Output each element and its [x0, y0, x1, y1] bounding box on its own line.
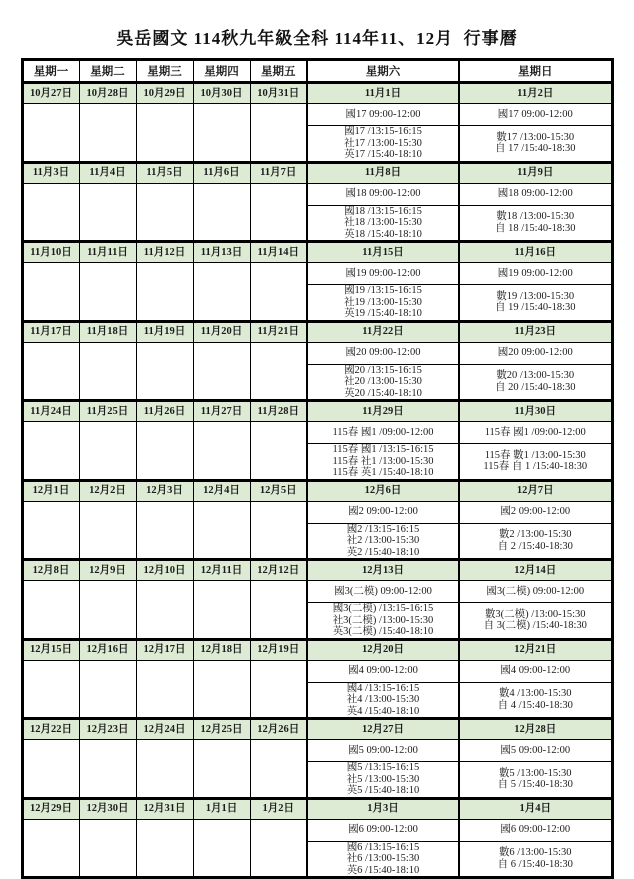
- saturday-morning-cell: 國4 09:00-12:00: [307, 660, 459, 682]
- week-date-row: [22, 480, 612, 501]
- date-cell: 10月31日: [250, 83, 307, 104]
- weekday-header-wed: 星期三: [136, 60, 193, 83]
- date-cell: 1月3日: [307, 798, 459, 819]
- week-morning-row: [22, 819, 612, 841]
- schedule-entry: 數17 /13:00-15:30: [496, 131, 575, 143]
- schedule-entry: 國2 /13:15-16:15: [346, 523, 420, 535]
- saturday-morning-cell: 國6 09:00-12:00: [307, 819, 459, 841]
- weekday-empty-cell: [250, 104, 307, 163]
- saturday-afternoon-cell: [307, 126, 459, 163]
- sunday-afternoon-cell: [459, 285, 612, 322]
- schedule-entry: 國19 /13:15-16:15: [344, 285, 422, 296]
- weekday-empty-cell: [79, 342, 136, 401]
- schedule-entry: 自 20 /15:40-18:30: [495, 381, 576, 393]
- schedule-entry: 115春 英1 /15:40-18:10: [332, 467, 434, 478]
- weekday-empty-cell: [250, 183, 307, 242]
- date-cell: 10月30日: [193, 83, 250, 104]
- week-date-row: [22, 83, 612, 104]
- weekday-empty-cell: [193, 660, 250, 719]
- date-cell: 11月27日: [193, 401, 250, 422]
- weekday-empty-cell: [250, 422, 307, 481]
- weekday-empty-cell: [250, 581, 307, 640]
- date-cell: 11月30日: [459, 401, 612, 422]
- weekday-empty-cell: [79, 819, 136, 878]
- date-cell: 10月27日: [22, 83, 79, 104]
- weekday-empty-cell: [250, 740, 307, 799]
- weekday-empty-cell: [250, 342, 307, 401]
- week-morning-row: [22, 501, 612, 523]
- schedule-entry: 數19 /13:00-15:30: [496, 290, 575, 302]
- weekday-empty-cell: [193, 819, 250, 878]
- date-cell: 11月12日: [136, 242, 193, 263]
- saturday-morning-cell: 國17 09:00-12:00: [307, 104, 459, 126]
- date-cell: 11月19日: [136, 321, 193, 342]
- date-cell: 12月6日: [307, 480, 459, 501]
- weekday-empty-cell: [79, 104, 136, 163]
- date-cell: 12月23日: [79, 719, 136, 740]
- saturday-morning-cell: 國20 09:00-12:00: [307, 342, 459, 364]
- schedule-entry: 自 4 /15:40-18:30: [497, 699, 573, 711]
- week-morning-row: [22, 660, 612, 682]
- sunday-morning-cell: 國4 09:00-12:00: [459, 660, 612, 682]
- weekday-empty-cell: [250, 660, 307, 719]
- date-cell: 12月20日: [307, 639, 459, 660]
- sunday-afternoon-cell: [459, 841, 612, 878]
- schedule-entry: 自 5 /15:40-18:30: [497, 779, 573, 791]
- weekday-empty-cell: [136, 342, 193, 401]
- weekday-empty-cell: [193, 740, 250, 799]
- schedule-entry: 社2 /13:00-15:30: [346, 535, 420, 546]
- weekday-header-row: [22, 60, 612, 83]
- weekday-empty-cell: [193, 581, 250, 640]
- schedule-entry: 社5 /13:00-15:30: [346, 773, 420, 785]
- weekday-header-sat: 星期六: [307, 60, 459, 83]
- date-cell: 11月9日: [459, 162, 612, 183]
- weekday-empty-cell: [136, 501, 193, 560]
- date-cell: 12月13日: [307, 560, 459, 581]
- schedule-entry: 數5 /13:00-15:30: [498, 767, 572, 779]
- weekday-empty-cell: [193, 263, 250, 322]
- date-cell: 11月22日: [307, 321, 459, 342]
- schedule-entry: 數2 /13:00-15:30: [498, 529, 572, 541]
- date-cell: 11月7日: [250, 162, 307, 183]
- sunday-afternoon-cell: [459, 523, 612, 560]
- weekday-empty-cell: [136, 660, 193, 719]
- date-cell: 12月12日: [250, 560, 307, 581]
- saturday-afternoon-cell: [307, 841, 459, 878]
- weekday-empty-cell: [79, 183, 136, 242]
- date-cell: 11月3日: [22, 162, 79, 183]
- date-cell: 12月16日: [79, 639, 136, 660]
- sunday-afternoon-cell: [459, 762, 612, 799]
- page-title: 吳岳國文 114秋九年級全科 114年11、12月 行事曆: [116, 29, 518, 48]
- weekday-empty-cell: [136, 422, 193, 481]
- schedule-entry: 數6 /13:00-15:30: [498, 847, 572, 859]
- date-cell: 11月24日: [22, 401, 79, 422]
- date-cell: 12月9日: [79, 560, 136, 581]
- date-cell: 12月29日: [22, 798, 79, 819]
- schedule-entry: 數3(二模) /13:00-15:30: [484, 608, 586, 620]
- date-cell: 12月25日: [193, 719, 250, 740]
- date-cell: 12月31日: [136, 798, 193, 819]
- saturday-afternoon-cell: [307, 523, 459, 560]
- schedule-entry: 國3(二模) /13:15-16:15: [332, 603, 434, 614]
- date-cell: 12月27日: [307, 719, 459, 740]
- date-cell: 12月11日: [193, 560, 250, 581]
- weekday-empty-cell: [136, 740, 193, 799]
- weekday-empty-cell: [193, 342, 250, 401]
- schedule-entry: 自 2 /15:40-18:30: [497, 540, 573, 552]
- date-cell: 11月16日: [459, 242, 612, 263]
- sunday-morning-cell: 國2 09:00-12:00: [459, 501, 612, 523]
- date-cell: 12月22日: [22, 719, 79, 740]
- schedule-entry: 社3(二模) /13:00-15:30: [332, 614, 434, 626]
- week-morning-row: [22, 183, 612, 205]
- date-cell: 11月21日: [250, 321, 307, 342]
- saturday-morning-cell: 國3(二模) 09:00-12:00: [307, 581, 459, 603]
- schedule-entry: 社20 /13:00-15:30: [344, 376, 422, 387]
- weekday-header-thu: 星期四: [193, 60, 250, 83]
- date-cell: 11月13日: [193, 242, 250, 263]
- date-cell: 12月26日: [250, 719, 307, 740]
- date-cell: 12月3日: [136, 480, 193, 501]
- weekday-empty-cell: [22, 581, 79, 640]
- saturday-morning-cell: 115春 國1 /09:00-12:00: [307, 422, 459, 444]
- date-cell: 12月14日: [459, 560, 612, 581]
- schedule-entry: 英17 /15:40-18:10: [344, 149, 422, 160]
- saturday-afternoon-cell: [307, 205, 459, 242]
- schedule-entry: 數4 /13:00-15:30: [498, 688, 572, 700]
- schedule-entry: 社17 /13:00-15:30: [344, 137, 422, 149]
- weekday-header-fri: 星期五: [250, 60, 307, 83]
- date-cell: 11月11日: [79, 242, 136, 263]
- schedule-entry: 英19 /15:40-18:10: [344, 308, 422, 319]
- date-cell: 12月5日: [250, 480, 307, 501]
- saturday-morning-cell: 國5 09:00-12:00: [307, 740, 459, 762]
- date-cell: 12月17日: [136, 639, 193, 660]
- date-cell: 11月25日: [79, 401, 136, 422]
- date-cell: 12月21日: [459, 639, 612, 660]
- schedule-entry: 國20 /13:15-16:15: [344, 364, 422, 376]
- weekday-empty-cell: [22, 263, 79, 322]
- schedule-entry: 自 6 /15:40-18:30: [497, 858, 573, 870]
- weekday-header-sun: 星期日: [459, 60, 612, 83]
- sunday-afternoon-cell: [459, 364, 612, 401]
- date-cell: 11月5日: [136, 162, 193, 183]
- sunday-afternoon-cell: [459, 205, 612, 242]
- date-cell: 11月26日: [136, 401, 193, 422]
- schedule-entry: 英18 /15:40-18:10: [344, 228, 422, 240]
- date-cell: 11月4日: [79, 162, 136, 183]
- weekday-empty-cell: [79, 263, 136, 322]
- weekday-empty-cell: [22, 819, 79, 878]
- weekday-header-tue: 星期二: [79, 60, 136, 83]
- week-morning-row: [22, 342, 612, 364]
- week-date-row: [22, 719, 612, 740]
- week-morning-row: [22, 581, 612, 603]
- week-date-row: [22, 560, 612, 581]
- schedule-entry: 115春 數1 /13:00-15:30: [484, 449, 586, 461]
- date-cell: 11月2日: [459, 83, 612, 104]
- week-morning-row: [22, 104, 612, 126]
- saturday-afternoon-cell: [307, 364, 459, 401]
- date-cell: 11月1日: [307, 83, 459, 104]
- sunday-morning-cell: 國3(二模) 09:00-12:00: [459, 581, 612, 603]
- saturday-afternoon-cell: [307, 682, 459, 719]
- schedule-table: [21, 58, 614, 879]
- date-cell: 12月10日: [136, 560, 193, 581]
- weekday-empty-cell: [79, 422, 136, 481]
- sunday-afternoon-cell: [459, 444, 612, 481]
- weekday-empty-cell: [250, 263, 307, 322]
- date-cell: 12月7日: [459, 480, 612, 501]
- schedule-entry: 英20 /15:40-18:10: [344, 387, 422, 399]
- date-cell: 12月30日: [79, 798, 136, 819]
- weekday-empty-cell: [22, 740, 79, 799]
- saturday-afternoon-cell: [307, 444, 459, 481]
- schedule-entry: 社4 /13:00-15:30: [346, 694, 420, 705]
- schedule-entry: 國6 /13:15-16:15: [346, 841, 420, 853]
- weekday-empty-cell: [193, 183, 250, 242]
- saturday-afternoon-cell: [307, 285, 459, 322]
- saturday-morning-cell: 國18 09:00-12:00: [307, 183, 459, 205]
- weekday-empty-cell: [79, 740, 136, 799]
- weekday-empty-cell: [136, 183, 193, 242]
- date-cell: 1月4日: [459, 798, 612, 819]
- date-cell: 11月29日: [307, 401, 459, 422]
- week-date-row: [22, 639, 612, 660]
- date-cell: 11月20日: [193, 321, 250, 342]
- date-cell: 11月14日: [250, 242, 307, 263]
- schedule-entry: 自 19 /15:40-18:30: [495, 302, 576, 314]
- sunday-morning-cell: 國6 09:00-12:00: [459, 819, 612, 841]
- week-date-row: [22, 401, 612, 422]
- week-date-row: [22, 242, 612, 263]
- date-cell: 11月8日: [307, 162, 459, 183]
- schedule-entry: 國5 /13:15-16:15: [346, 762, 420, 773]
- weekday-empty-cell: [250, 501, 307, 560]
- date-cell: 11月6日: [193, 162, 250, 183]
- date-cell: 12月8日: [22, 560, 79, 581]
- date-cell: 10月29日: [136, 83, 193, 104]
- schedule-entry: 自 3(二模) /15:40-18:30: [483, 620, 587, 632]
- week-date-row: [22, 162, 612, 183]
- date-cell: 12月19日: [250, 639, 307, 660]
- weekday-header-mon: 星期一: [22, 60, 79, 83]
- week-morning-row: [22, 740, 612, 762]
- date-cell: 11月17日: [22, 321, 79, 342]
- weekday-empty-cell: [136, 263, 193, 322]
- sunday-morning-cell: 國5 09:00-12:00: [459, 740, 612, 762]
- date-cell: 12月24日: [136, 719, 193, 740]
- sunday-afternoon-cell: [459, 682, 612, 719]
- schedule-entry: 115春 社1 /13:00-15:30: [332, 455, 434, 467]
- weekday-empty-cell: [22, 501, 79, 560]
- weekday-empty-cell: [193, 422, 250, 481]
- sunday-afternoon-cell: [459, 603, 612, 640]
- week-morning-row: [22, 422, 612, 444]
- saturday-afternoon-cell: [307, 603, 459, 640]
- schedule-entry: 社18 /13:00-15:30: [344, 217, 422, 228]
- weekday-empty-cell: [136, 581, 193, 640]
- schedule-entry: 自 17 /15:40-18:30: [495, 143, 576, 155]
- date-cell: 12月28日: [459, 719, 612, 740]
- weekday-empty-cell: [193, 104, 250, 163]
- weekday-empty-cell: [250, 819, 307, 878]
- sunday-morning-cell: 國17 09:00-12:00: [459, 104, 612, 126]
- schedule-entry: 115春 國1 /13:15-16:15: [332, 444, 434, 455]
- schedule-entry: 社19 /13:00-15:30: [344, 296, 422, 308]
- schedule-entry: 英4 /15:40-18:10: [346, 705, 420, 717]
- weekday-empty-cell: [136, 104, 193, 163]
- sunday-afternoon-cell: [459, 126, 612, 163]
- schedule-entry: 英2 /15:40-18:10: [346, 546, 420, 558]
- schedule-entry: 英6 /15:40-18:10: [346, 864, 420, 876]
- saturday-morning-cell: 國2 09:00-12:00: [307, 501, 459, 523]
- sunday-morning-cell: 國20 09:00-12:00: [459, 342, 612, 364]
- date-cell: 1月1日: [193, 798, 250, 819]
- date-cell: 11月28日: [250, 401, 307, 422]
- date-cell: 11月15日: [307, 242, 459, 263]
- weekday-empty-cell: [79, 660, 136, 719]
- sunday-morning-cell: 國18 09:00-12:00: [459, 183, 612, 205]
- weekday-empty-cell: [22, 660, 79, 719]
- weekday-empty-cell: [79, 501, 136, 560]
- sunday-morning-cell: 國19 09:00-12:00: [459, 263, 612, 285]
- date-cell: 12月1日: [22, 480, 79, 501]
- week-date-row: [22, 321, 612, 342]
- weekday-empty-cell: [22, 422, 79, 481]
- schedule-entry: 社6 /13:00-15:30: [346, 853, 420, 864]
- date-cell: 1月2日: [250, 798, 307, 819]
- schedule-entry: 自 18 /15:40-18:30: [495, 222, 576, 234]
- schedule-entry: 數18 /13:00-15:30: [496, 211, 575, 223]
- weekday-empty-cell: [79, 581, 136, 640]
- date-cell: 11月23日: [459, 321, 612, 342]
- date-cell: 10月28日: [79, 83, 136, 104]
- schedule-entry: 國18 /13:15-16:15: [344, 205, 422, 217]
- saturday-afternoon-cell: [307, 762, 459, 799]
- date-cell: 11月18日: [79, 321, 136, 342]
- week-morning-row: [22, 263, 612, 285]
- date-cell: 12月2日: [79, 480, 136, 501]
- weekday-empty-cell: [22, 342, 79, 401]
- date-cell: 12月4日: [193, 480, 250, 501]
- schedule-entry: 115春 自 1 /15:40-18:30: [483, 461, 588, 473]
- date-cell: 11月10日: [22, 242, 79, 263]
- date-cell: 12月18日: [193, 639, 250, 660]
- schedule-entry: 英3(二模) /15:40-18:10: [332, 626, 434, 637]
- week-date-row: [22, 798, 612, 819]
- schedule-entry: 數20 /13:00-15:30: [496, 370, 575, 382]
- weekday-empty-cell: [22, 183, 79, 242]
- saturday-morning-cell: 國19 09:00-12:00: [307, 263, 459, 285]
- weekday-empty-cell: [193, 501, 250, 560]
- schedule-entry: 國4 /13:15-16:15: [346, 682, 420, 694]
- weekday-empty-cell: [22, 104, 79, 163]
- schedule-entry: 國17 /13:15-16:15: [344, 126, 422, 137]
- sunday-morning-cell: 115春 國1 /09:00-12:00: [459, 422, 612, 444]
- date-cell: 12月15日: [22, 639, 79, 660]
- schedule-entry: 英5 /15:40-18:10: [346, 785, 420, 796]
- weekday-empty-cell: [136, 819, 193, 878]
